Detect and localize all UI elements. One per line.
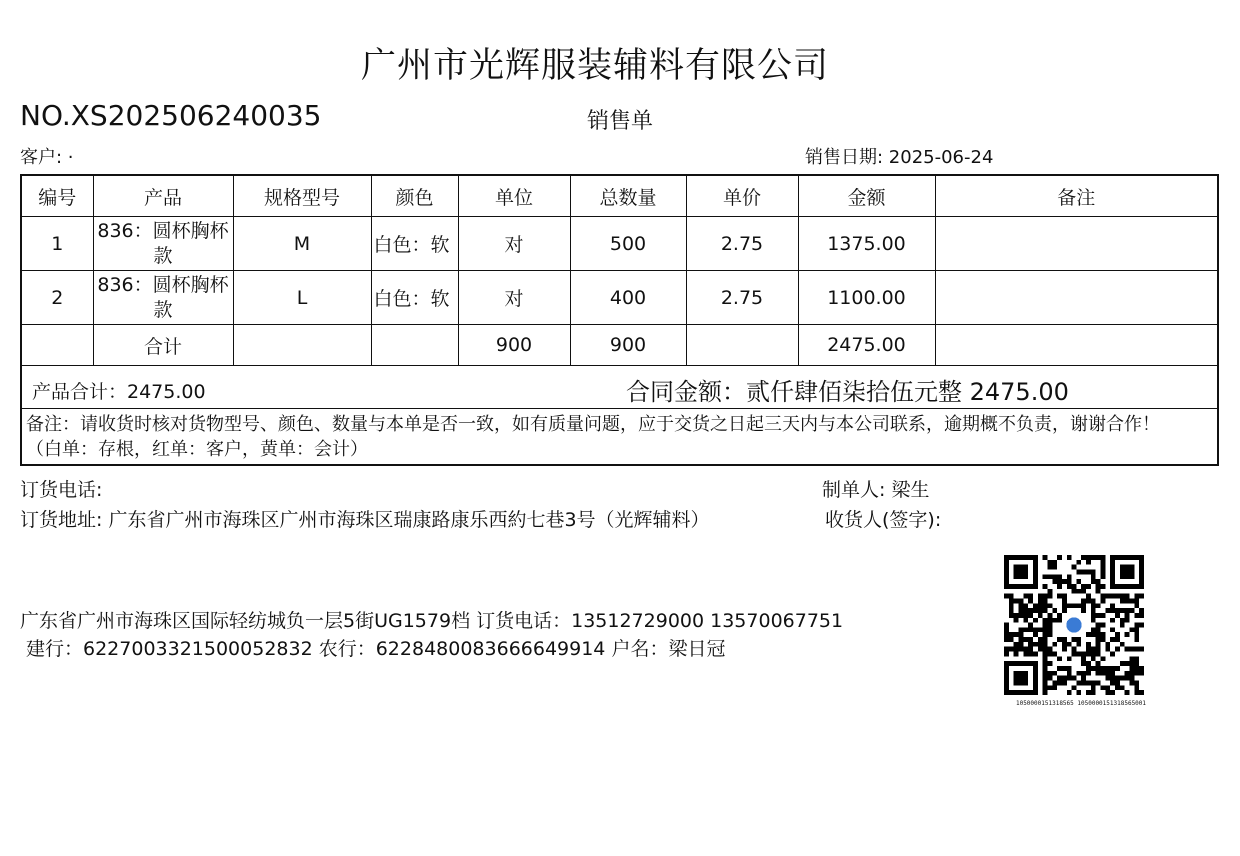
customer-field: 客户: · — [20, 147, 74, 168]
cell-total-amount: 2475.00 — [798, 325, 935, 366]
header-unit-price: 单价 — [686, 176, 798, 217]
cell-remark — [935, 271, 1217, 325]
order-address: 订货地址: 广东省广州市海珠区广州市海珠区瑞康路康乐西約七巷3号（光辉辅料） — [20, 509, 710, 531]
contract-amount: 合同金额：贰仟肆佰柒拾伍元整 2475.00 — [626, 378, 1069, 406]
table-row — [22, 217, 1217, 271]
cell-total-blank — [935, 325, 1217, 366]
cell-unit: 对 — [458, 271, 570, 325]
cell-no: 2 — [22, 271, 93, 325]
cell-total-blank — [371, 325, 458, 366]
cell-remark — [935, 217, 1217, 271]
company-name: 广州市光辉服装辅料有限公司 — [360, 46, 829, 86]
summary-row — [22, 369, 1217, 409]
header-remark: 备注 — [935, 176, 1217, 217]
header-product: 产品 — [93, 176, 233, 217]
cell-spec: M — [233, 217, 371, 271]
cell-color: 白色：软 — [371, 217, 458, 271]
header-no: 编号 — [22, 176, 93, 217]
notes-line-1: 备注：请收货时核对货物型号、颜色、数量与本单是否一致，如有质量问题，应于交货之日起三天内与本公司联系，逾期概不负责，谢谢合作！ — [26, 414, 1160, 435]
receiver-signature: 收货人(签字): — [825, 509, 942, 531]
sale-date: 销售日期: 2025-06-24 — [805, 147, 994, 168]
cell-unit: 对 — [458, 217, 570, 271]
footer-bank-accounts: 建行：6227003321500052832 农行：6228480083666649914 户名：梁日冠 — [26, 638, 726, 660]
cell-total-unit: 900 — [458, 325, 570, 366]
cell-product: 836：圆杯胸杯款 — [93, 271, 233, 325]
cell-total-blank — [233, 325, 371, 366]
document-maker: 制单人: 梁生 — [822, 479, 930, 501]
header-quantity: 总数量 — [570, 176, 686, 217]
document-number: NO.XS202506240035 — [20, 99, 322, 132]
cell-unit-price: 2.75 — [686, 217, 798, 271]
footer-address-phone: 广东省广州市海珠区国际轻纺城负一层5街UG1579档 订货电话：13512729000 13570067751 — [20, 610, 844, 632]
sales-table-frame — [20, 174, 1219, 466]
cell-product: 836：圆杯胸杯款 — [93, 217, 233, 271]
cell-amount: 1375.00 — [798, 217, 935, 271]
cell-quantity: 400 — [570, 271, 686, 325]
qr-code-number: 1050000151318565 1050000151318565001 — [1015, 700, 1147, 707]
product-total: 产品合计：2475.00 — [32, 381, 206, 403]
qr-code-icon — [1003, 555, 1145, 695]
header-unit: 单位 — [458, 176, 570, 217]
cell-quantity: 500 — [570, 217, 686, 271]
order-phone: 订货电话: — [20, 479, 103, 501]
sales-table — [22, 176, 1217, 366]
table-total-row — [22, 325, 1217, 366]
header-color: 颜色 — [371, 176, 458, 217]
table-row — [22, 271, 1217, 325]
cell-total-quantity: 900 — [570, 325, 686, 366]
cell-unit-price: 2.75 — [686, 271, 798, 325]
cell-total-label: 合计 — [93, 325, 233, 366]
cell-color: 白色：软 — [371, 271, 458, 325]
cell-no: 1 — [22, 217, 93, 271]
header-amount: 金额 — [798, 176, 935, 217]
cell-amount: 1100.00 — [798, 271, 935, 325]
document-type: 销售单 — [587, 109, 654, 134]
cell-spec: L — [233, 271, 371, 325]
header-spec: 规格型号 — [233, 176, 371, 217]
cell-total-blank — [22, 325, 93, 366]
cell-total-blank — [686, 325, 798, 366]
table-header-row — [22, 176, 1217, 217]
notes-line-2: （白单：存根，红单：客户，黄单：会计） — [26, 439, 368, 460]
notes — [26, 412, 1160, 462]
